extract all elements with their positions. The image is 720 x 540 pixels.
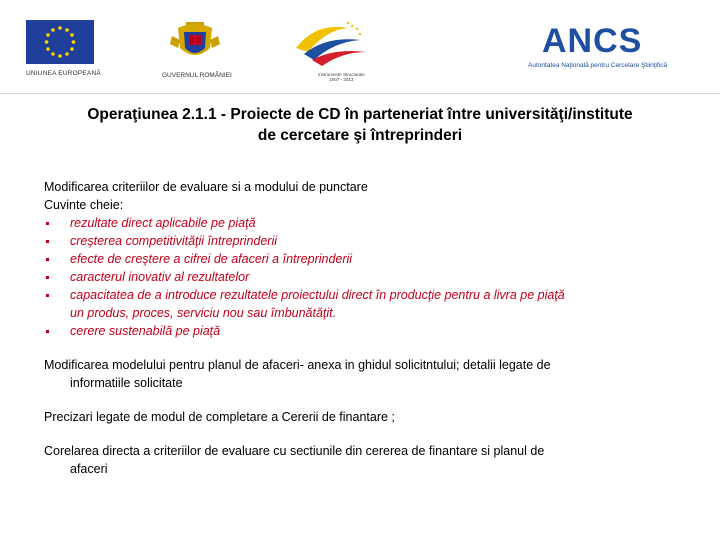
slide-title — [40, 104, 680, 146]
eu-logo-label: UNIUNEA EUROPEANĂ — [26, 70, 101, 77]
structural-instruments-caption-line1: Instrumente Structurale — [318, 72, 365, 77]
keyword-text: efecte de creştere a cifrei de afaceri a întreprinderii — [70, 252, 353, 266]
bullet-icon — [46, 276, 49, 279]
keyword-item — [44, 250, 694, 268]
business-plan-line2: informatiile solicitate — [70, 376, 183, 390]
correlation-line1: Corelarea directa a criteriilor de evaluare cu sectiunile din cererea de finantare si planul de — [44, 444, 545, 458]
correlation-line2: afaceri — [70, 462, 108, 476]
application-form-paragraph — [44, 408, 694, 426]
slide-title-line2: de cercetare şi întreprinderi — [257, 127, 463, 144]
slide-body — [44, 178, 694, 478]
slide-title-line1: Operaţiunea 2.1.1 - Proiecte de CD în parteneriat între universităţi/institute — [87, 106, 633, 123]
bullet-icon — [46, 330, 49, 333]
eu-flag-icon — [26, 20, 94, 64]
structural-instruments-logo — [286, 18, 376, 82]
eu-logo — [26, 20, 101, 77]
keyword-text: capacitatea de a introduce rezultatele proiectului direct în producţie pentru a livra pe piaţă — [70, 288, 565, 302]
government-logo — [160, 18, 230, 80]
coat-of-arms-icon — [160, 18, 230, 72]
keyword-text: cerere sustenabilă pe piaţă — [70, 324, 221, 338]
keyword-list — [44, 214, 694, 340]
application-form-line: Precizari legate de modul de completare a Cererii de finantare ; — [44, 410, 395, 424]
keyword-text: creşterea competitivităţii întreprinderii — [70, 234, 278, 248]
structural-instruments-caption-line2: 2007 - 2013 — [329, 77, 354, 82]
keyword-item — [44, 268, 694, 286]
ancs-logo — [528, 22, 688, 73]
keyword-item — [44, 322, 694, 340]
keyword-item — [44, 214, 694, 232]
government-logo-label: GUVERNUL ROMÂNIEI — [162, 72, 232, 79]
header-divider — [0, 93, 720, 94]
structural-instruments-caption — [318, 72, 365, 82]
ancs-wordmark: ANCS — [542, 22, 643, 60]
bullet-icon — [46, 294, 49, 297]
correlation-paragraph — [44, 442, 694, 478]
logo-header — [0, 0, 720, 95]
bullet-icon — [46, 240, 49, 243]
keyword-item — [44, 286, 694, 322]
criteria-heading: Modificarea criteriilor de evaluare si a modului de punctare — [44, 180, 368, 194]
keyword-text: rezultate direct aplicabile pe piaţă — [70, 216, 256, 230]
swoosh-emblem-icon — [286, 18, 376, 70]
keyword-text: caracterul inovativ al rezultatelor — [70, 270, 250, 284]
business-plan-paragraph — [44, 356, 694, 392]
keyword-text-continuation: un produs, proces, serviciu nou sau îmbunătăţit. — [70, 306, 337, 320]
keyword-item — [44, 232, 694, 250]
ancs-subtitle: Autoritatea Naţională pentru Cercetare Ştiinţifică — [528, 62, 668, 69]
bullet-icon — [46, 258, 49, 261]
bullet-icon — [46, 222, 49, 225]
business-plan-line1: Modificarea modelului pentru planul de afaceri- anexa in ghidul solicitntului; detalii legate de — [44, 358, 551, 372]
keywords-heading: Cuvinte cheie: — [44, 198, 124, 212]
